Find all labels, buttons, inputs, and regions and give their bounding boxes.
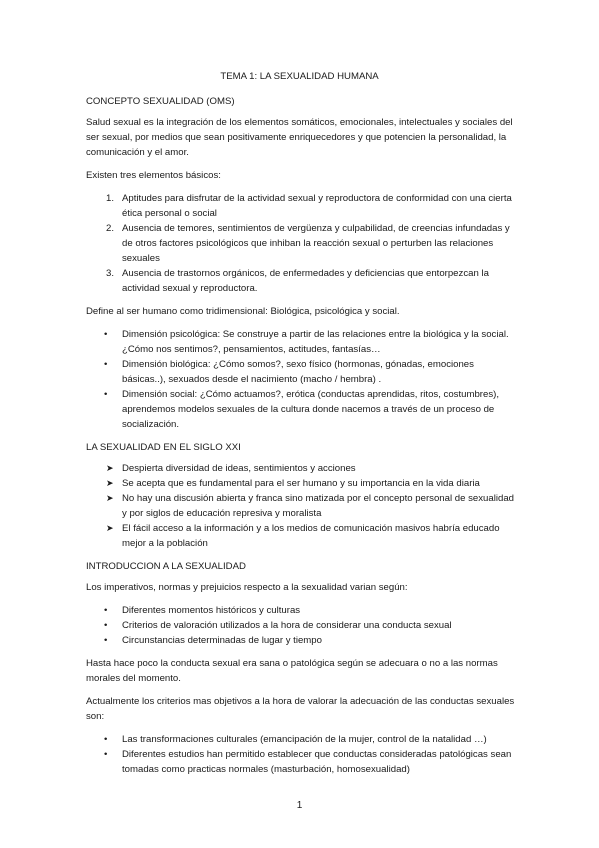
list-item: • Dimensión biológica: ¿Cómo somos?, sexo físico (hormonas, gónadas, emociones básicas..), sexuados desde el nacimiento (macho / hembra) .	[104, 359, 474, 385]
dimensions-list	[86, 327, 516, 432]
list-number: 1.	[106, 193, 115, 204]
list-item: ➤ Se acepta que es fundamental para el ser humano y su importancia en la vida diaria	[106, 478, 480, 489]
list-number: 2.	[106, 223, 115, 234]
list-item: 1. Aptitudes para disfrutar de la actividad sexual y reproductora de conformidad con una cierta ética personal o social	[106, 193, 512, 219]
arrow-icon: ➤	[106, 463, 114, 473]
list-item: • Dimensión psicológica: Se construye a partir de las relaciones entre la biológica y la social. ¿Cómo nos sentimos?, pensamientos, actitudes, fantasías…	[104, 329, 509, 355]
bullet-icon: •	[104, 389, 108, 400]
arrow-icon: ➤	[106, 523, 114, 533]
list-item: • Circunstancias determinadas de lugar y tiempo	[104, 635, 322, 646]
list-item: ➤ No hay una discusión abierta y franca sino matizada por el concepto personal de sexualidad y por siglos de educación represiva y moralista	[106, 493, 514, 519]
list-item: • Diferentes momentos históricos y culturas	[104, 605, 301, 616]
list-number: 3.	[106, 268, 115, 279]
list-item: 2. Ausencia de temores, sentimientos de vergüenza y culpabilidad, de creencias infundadas y de otros factores psicológicos que inhiban la reacción sexual o perturben las relaciones sexuales	[106, 223, 510, 264]
bullet-icon: •	[104, 620, 108, 631]
bullet-icon: •	[104, 635, 108, 646]
bullet-icon: •	[104, 329, 108, 340]
objective-criteria-list	[86, 732, 516, 777]
list-item: • Las transformaciones culturales (emancipación de la mujer, control de la natalidad …)	[104, 734, 487, 745]
section-heading-introduccion: INTRODUCCION A LA SEXUALIDAD	[86, 561, 246, 572]
bullet-icon: •	[104, 734, 108, 745]
list-item: • Dimensión social: ¿Cómo actuamos?, erótica (conductas aprendidas, ritos, costumbres), aprendemos modelos sexuales de la cultura donde nacemos a través de un proceso de socialización.	[104, 389, 499, 430]
hasta-paragraph: Hasta hace poco la conducta sexual era sana o patológica según se adecuara o no a las normas morales del momento.	[86, 658, 498, 684]
bullet-icon: •	[104, 749, 108, 760]
siglo-list	[86, 461, 516, 551]
imperativos-paragraph: Los imperativos, normas y prejuicios respecto a la sexualidad varian según:	[86, 582, 408, 593]
arrow-icon: ➤	[106, 478, 114, 488]
list-item: ➤ Despierta diversidad de ideas, sentimientos y acciones	[106, 463, 356, 474]
section-heading-siglo: LA SEXUALIDAD EN EL SIGLO XXI	[86, 442, 241, 453]
section-heading-concepto: CONCEPTO SEXUALIDAD (OMS)	[86, 96, 235, 107]
page-title: TEMA 1: LA SEXUALIDAD HUMANA	[220, 71, 379, 82]
list-item: • Diferentes estudios han permitido establecer que conductas consideradas patológicas sean tomadas como practicas normales (masturbación, homosexualidad)	[104, 749, 512, 775]
list-item: ➤ El fácil acceso a la información y a los medios de comunicación masivos habría educado mejor a la población	[106, 523, 500, 549]
definition-paragraph: Salud sexual es la integración de los elementos somáticos, emocionales, intelectuales y sociales del ser sexual, por medios que sean positivamente enriquecedores y que potencien la personalidad, la comunicación y el amor.	[86, 117, 513, 158]
elements-intro: Existen tres elementos básicos:	[86, 170, 221, 181]
arrow-icon: ➤	[106, 493, 114, 503]
bullet-icon: •	[104, 359, 108, 370]
list-item: 3. Ausencia de trastornos orgánicos, de enfermedades y deficiencias que entorpezcan la actividad sexual y reproductora.	[106, 268, 489, 294]
criteria-list	[86, 603, 516, 648]
basic-elements-list	[86, 191, 516, 296]
tridimensional-paragraph: Define al ser humano como tridimensional: Biológica, psicológica y social.	[86, 306, 400, 317]
bullet-icon: •	[104, 605, 108, 616]
page-number: 1	[296, 800, 303, 811]
actualmente-paragraph: Actualmente los criterios mas objetivos a la hora de valorar la adecuación de las conductas sexuales son:	[86, 696, 515, 722]
list-item: • Criterios de valoración utilizados a la hora de considerar una conducta sexual	[104, 620, 452, 631]
document-body	[86, 94, 516, 785]
